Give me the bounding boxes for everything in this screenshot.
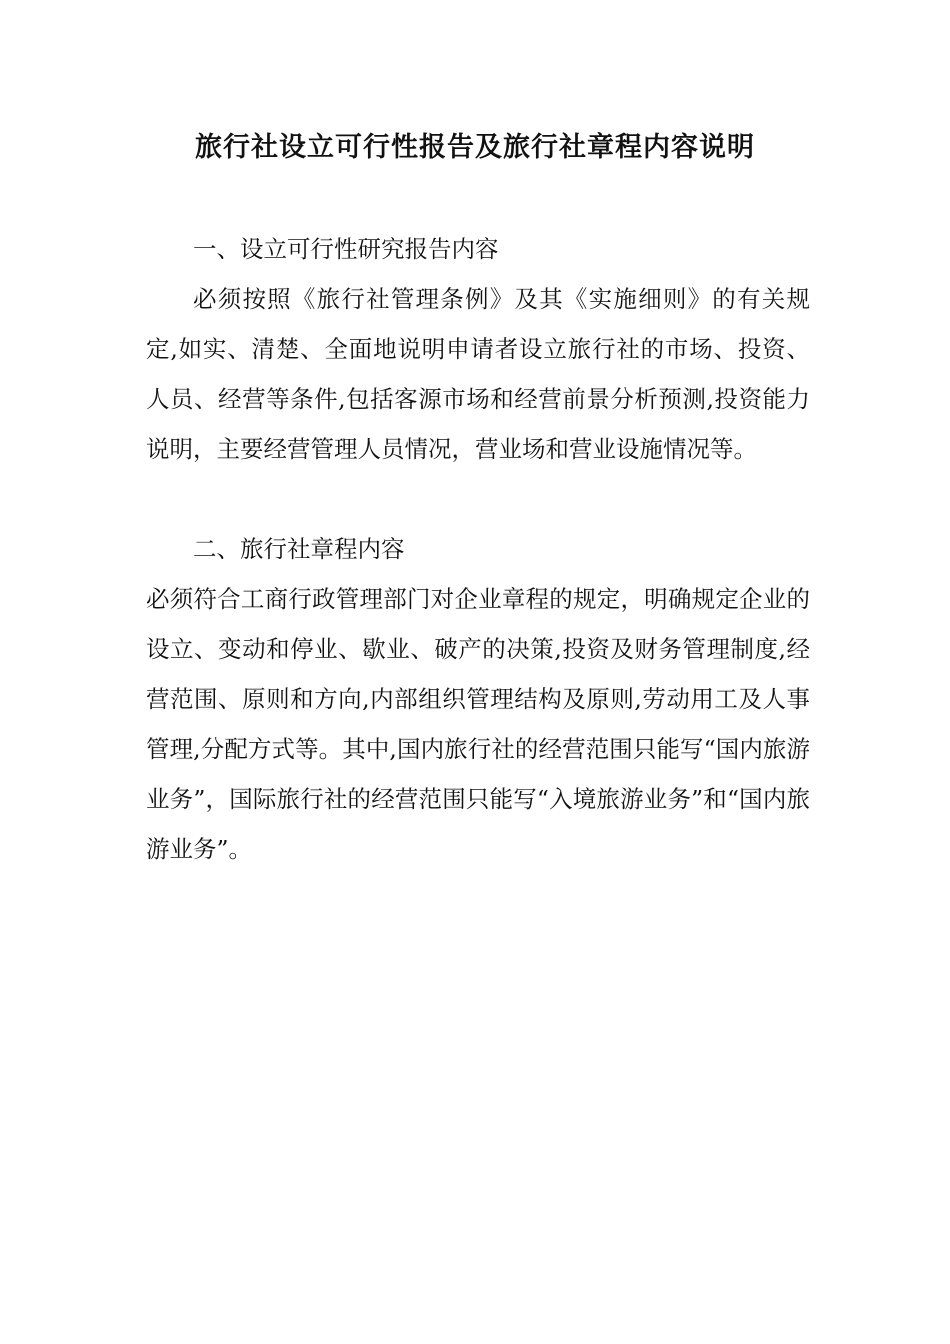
section-paragraph-feasibility-report: 必须按照《旅行社管理条例》及其《实施细则》的有关规定,如实、清楚、全面地说明申请者设立旅行社的市场、投资、人员、经营等条件,包括客源市场和经营前景分析预测,投资能力说明，主要经营管理人员情况，营业场和营业设施情况等。 — [146, 285, 810, 463]
section-paragraph-agency-charter: 必须符合工商行政管理部门对企业章程的规定，明确规定企业的设立、变动和停业、歇业、破产的决策,投资及财务管理制度,经营范围、原则和方向,内部组织管理结构及原则,劳动用工及人事管理,分配方式等。其中,国内旅行社的经营范围只能写“国内旅游业务”，国际旅行社的经营范围只能写“入境旅游业务”和“国内旅游业务”。 — [146, 585, 810, 863]
document-title: 旅行社设立可行性报告及旅行社章程内容说明 — [195, 132, 755, 163]
section-heading-agency-charter: 二、旅行社章程内容 — [193, 535, 405, 563]
section-heading-feasibility-report: 一、设立可行性研究报告内容 — [193, 235, 499, 263]
